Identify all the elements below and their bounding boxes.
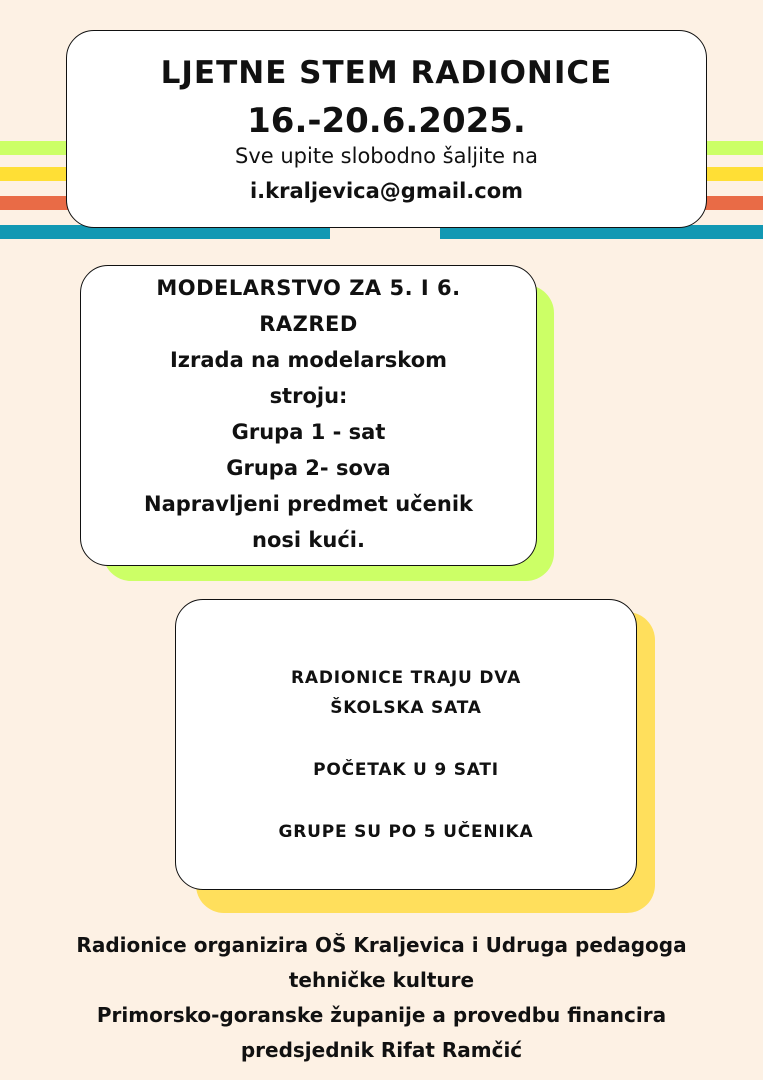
duration-line: ŠKOLSKA SATA xyxy=(330,698,482,718)
modelarstvo-line: Izrada na modelarskom xyxy=(169,348,448,372)
footer-line: predsjednik Rifat Ramčić xyxy=(240,1038,523,1062)
contact-text: Sve upite slobodno šaljite na xyxy=(235,144,538,168)
header-card xyxy=(66,30,707,228)
event-date: 16.-20.6.2025. xyxy=(247,101,526,141)
modelarstvo-heading-line: MODELARSTVO ZA 5. I 6. xyxy=(156,276,461,300)
footer-line: Radionice organizira OŠ Kraljevica i Udruga pedagoga xyxy=(76,933,687,957)
group-size: GRUPE SU PO 5 UČENIKA xyxy=(278,822,534,842)
modelarstvo-card xyxy=(80,265,537,566)
modelarstvo-heading-line: RAZRED xyxy=(259,312,358,336)
modelarstvo-line: Grupa 1 - sat xyxy=(231,420,386,444)
footer-line: tehničke kulture xyxy=(288,968,475,992)
modelarstvo-line: nosi kući. xyxy=(252,528,365,552)
modelarstvo-line: Napravljeni predmet učenik xyxy=(144,492,473,516)
footer-organizers xyxy=(20,928,743,1068)
modelarstvo-heading xyxy=(109,270,509,342)
contact-email[interactable]: i.kraljevica@gmail.com xyxy=(249,179,524,203)
page-title: LJETNE STEM RADIONICE xyxy=(160,55,613,91)
footer-line: Primorsko-goranske županije a provedbu financira xyxy=(96,1003,667,1027)
start-time: POČETAK U 9 SATI xyxy=(313,760,499,780)
duration-line: RADIONICE TRAJU DVA xyxy=(290,668,522,688)
modelarstvo-line: stroju: xyxy=(269,384,348,408)
modelarstvo-line: Grupa 2- sova xyxy=(226,456,391,480)
info-card xyxy=(175,599,637,890)
